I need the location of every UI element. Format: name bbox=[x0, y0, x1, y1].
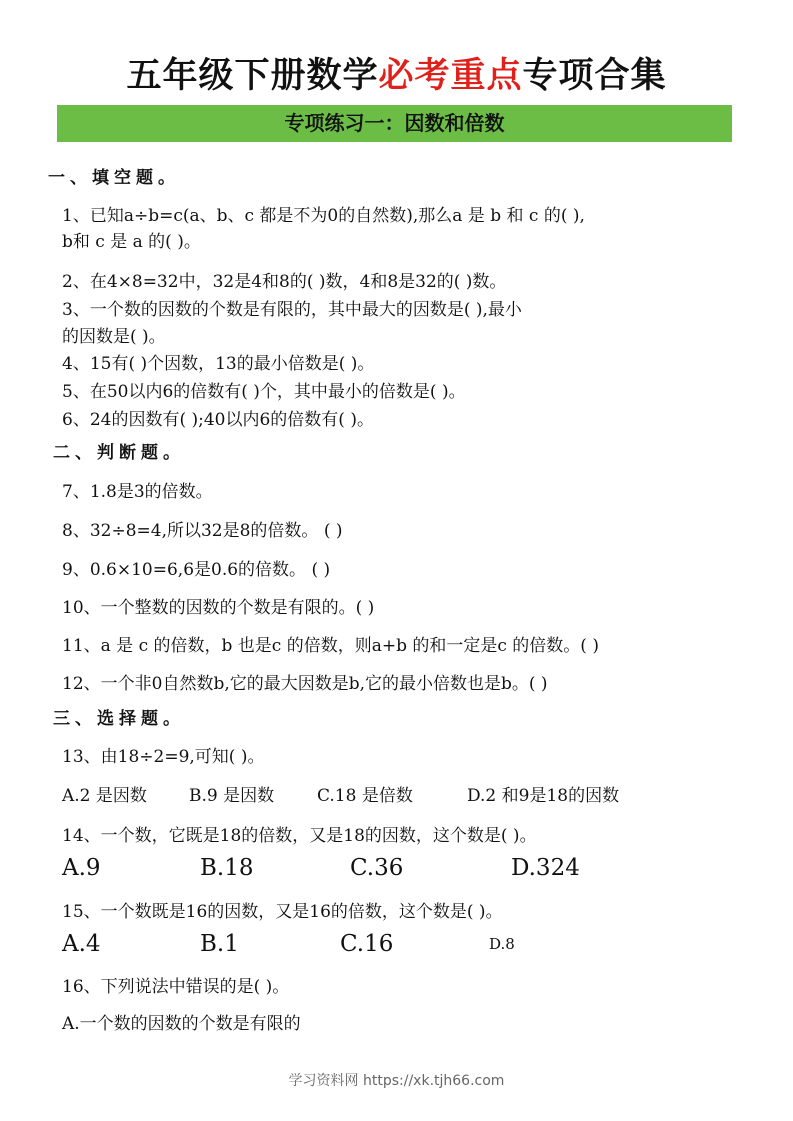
question-8: 8、32÷8=4,所以32是8的倍数。 ( ) bbox=[62, 521, 343, 541]
question-9: 9、0.6×10=6,6是0.6的倍数。 ( ) bbox=[62, 560, 331, 580]
question-1-line-1: 1、已知a÷b=c(a、b、c 都是不为0的自然数),那么a 是 b 和 c 的( ), bbox=[62, 206, 585, 226]
option-a: A.4 bbox=[62, 931, 101, 957]
footer-watermark: 学习资料网 https://xk.tjh66.com bbox=[288, 1073, 505, 1089]
option-b: B.18 bbox=[200, 855, 254, 881]
option-b: B.9 是因数 bbox=[189, 786, 275, 806]
option-a: A.2 是因数 bbox=[62, 786, 147, 806]
question-3-line-2: 的因数是( )。 bbox=[62, 327, 166, 347]
option-c: C.16 bbox=[340, 931, 394, 957]
question-3-line-1: 3、一个数的因数的个数是有限的，其中最大的因数是( ),最小 bbox=[62, 300, 522, 320]
question-5: 5、在50以内6的倍数有( )个，其中最小的倍数是( )。 bbox=[62, 382, 466, 402]
section-heading-choice: 三、选择题。 bbox=[53, 709, 185, 729]
question-14: 14、一个数，它既是18的倍数，又是18的因数，这个数是( )。 bbox=[62, 826, 537, 846]
question-1-line-2: b和 c 是 a 的( )。 bbox=[62, 232, 201, 252]
option-b: B.1 bbox=[200, 931, 239, 957]
question-16: 16、下列说法中错误的是( )。 bbox=[62, 977, 290, 997]
title-highlight: 必考重点 bbox=[378, 56, 523, 96]
title-part2: 专项合集 bbox=[522, 56, 667, 96]
title-part1: 五年级下册数学 bbox=[126, 56, 379, 96]
option-d: D.8 bbox=[489, 935, 515, 953]
question-11: 11、a 是 c 的倍数，b 也是c 的倍数，则a+b 的和一定是c 的倍数。( ) bbox=[62, 636, 599, 656]
question-4: 4、15有( )个因数，13的最小倍数是( )。 bbox=[62, 354, 375, 374]
question-7: 7、1.8是3的倍数。 bbox=[62, 482, 213, 502]
question-16-option-a: A.一个数的因数的个数是有限的 bbox=[62, 1014, 301, 1034]
option-a: A.9 bbox=[62, 855, 101, 881]
option-c: C.36 bbox=[350, 855, 404, 881]
option-d: D.2 和9是18的因数 bbox=[467, 786, 620, 806]
question-15: 15、一个数既是16的因数，又是16的倍数，这个数是( )。 bbox=[62, 902, 503, 922]
question-6: 6、24的因数有( );40以内6的倍数有( )。 bbox=[62, 410, 374, 430]
option-d: D.324 bbox=[511, 855, 580, 881]
question-12: 12、一个非0自然数b,它的最大因数是b,它的最小倍数也是b。( ) bbox=[62, 674, 548, 694]
question-10: 10、一个整数的因数的个数是有限的。( ) bbox=[62, 598, 375, 618]
section-banner: 专项练习一：因数和倍数 bbox=[57, 105, 732, 142]
section-heading-fill-blank: 一、填空题。 bbox=[48, 168, 180, 188]
document-title bbox=[0, 52, 793, 100]
question-2: 2、在4×8=32中，32是4和8的( )数，4和8是32的( )数。 bbox=[62, 272, 507, 292]
question-13: 13、由18÷2=9,可知( )。 bbox=[62, 747, 265, 767]
section-heading-judge: 二、判断题。 bbox=[53, 443, 185, 463]
option-c: C.18 是倍数 bbox=[317, 786, 413, 806]
